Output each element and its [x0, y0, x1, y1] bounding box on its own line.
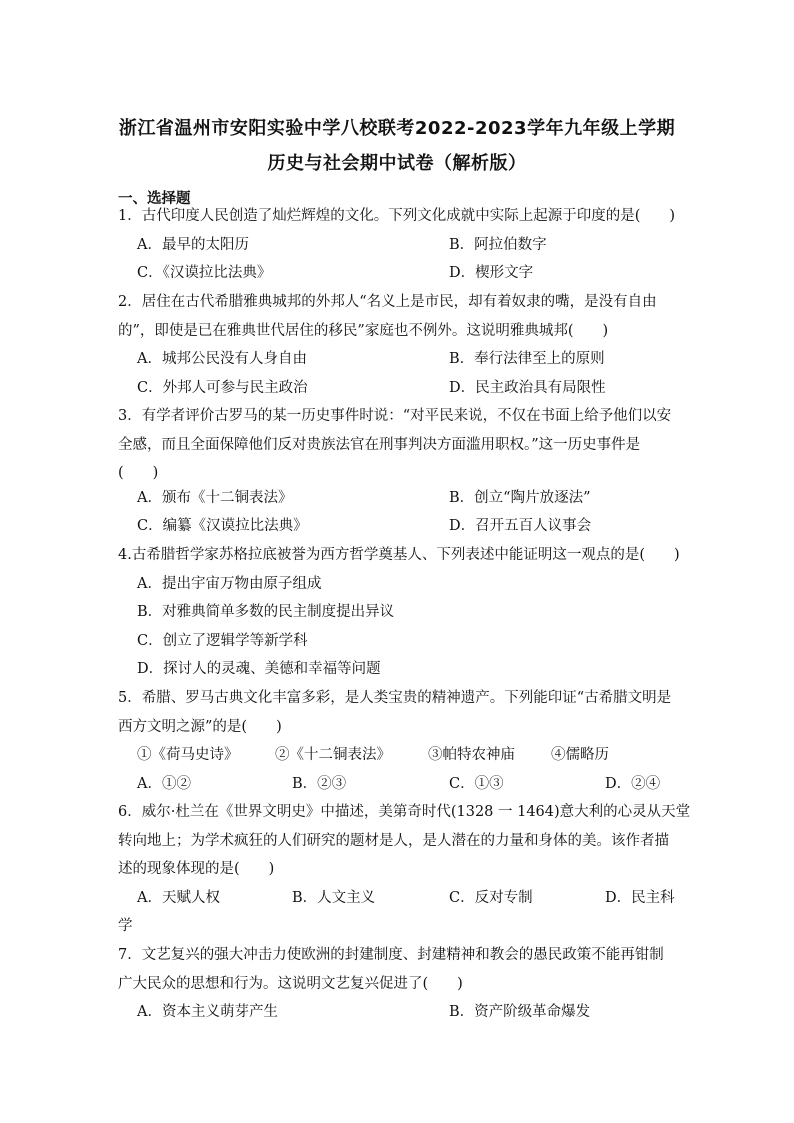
section-heading: 一、选择题	[118, 191, 191, 207]
question-1-option-b: B．阿拉伯数字	[449, 237, 547, 253]
question-3-option-b: B．创立“陶片放逐法”	[449, 490, 591, 506]
question-4-option-c: C．创立了逻辑学等新学科	[137, 633, 308, 649]
question-7-stem-line-2: 广大民众的思想和行为。这说明文艺复兴促进了( )	[118, 976, 463, 992]
question-1-option-d: D．楔形文字	[449, 265, 534, 281]
question-6-option-b: B．人文主义	[292, 890, 376, 906]
question-6-option-d-wrap: 学	[118, 918, 133, 934]
question-6-stem-line-1: 6．威尔·杜兰在《世界文明史》中描述，美第奇时代(1328 一 1464)意大利的心灵从天堂	[118, 804, 691, 820]
question-6-option-a: A．天赋人权	[137, 890, 220, 906]
question-1-option-a: A．最早的太阳历	[137, 237, 249, 253]
question-4-stem: 4.古希腊哲学家苏格拉底被誉为西方哲学奠基人、下列表述中能证明这一观点的是( )	[118, 547, 680, 563]
question-5-option-b: B．②③	[292, 776, 347, 792]
question-5-stem-line-2: 西方文明之源”的是( )	[118, 719, 282, 735]
question-4-option-b: B．对雅典简单多数的民主制度提出异议	[137, 604, 395, 620]
question-5-item-1: ①《荷马史诗》	[137, 747, 239, 763]
question-5-stem-line-1: 5．希腊、罗马古典文化丰富多彩，是人类宝贵的精神遗产。下列能印证“古希腊文明是	[118, 690, 672, 706]
question-4-option-a: A．提出宇宙万物由原子组成	[137, 576, 322, 592]
question-6-stem-line-3: 述的现象体现的是( )	[118, 861, 275, 877]
question-5-item-3: ③帕特农神庙	[428, 747, 515, 763]
question-6-stem-line-2: 转向地上；为学术疯狂的人们研究的题材是人，是人潜在的力量和身体的美。该作者描	[118, 833, 669, 849]
question-1-option-c: C．《汉谟拉比法典》	[137, 265, 272, 281]
question-5-option-c: C．①③	[449, 776, 504, 792]
question-3-option-d: D．召开五百人议事会	[449, 518, 592, 534]
question-1-stem: 1．古代印度人民创造了灿烂辉煌的文化。下列文化成就中实际上起源于印度的是( )	[118, 208, 676, 224]
question-2-option-a: A．城邦公民没有人身自由	[137, 351, 307, 367]
question-6-option-d: D．民主科	[605, 890, 675, 906]
question-5-option-a: A．①②	[137, 776, 191, 792]
question-3-option-a: A．颁布《十二铜表法》	[137, 490, 293, 506]
question-6-option-c: C．反对专制	[449, 890, 533, 906]
question-2-stem-line-1: 2．居住在古代希腊雅典城邦的外邦人“名义上是市民，却有着奴隶的嘴，是没有自由	[118, 294, 657, 310]
question-3-option-c: C．编纂《汉谟拉比法典》	[137, 518, 308, 534]
question-4-option-d: D．探讨人的灵魂、美德和幸福等问题	[137, 661, 381, 677]
question-2-option-b: B．奉行法律至上的原则	[449, 351, 605, 367]
question-7-option-b: B．资产阶级革命爆发	[449, 1004, 591, 1020]
question-7-option-a: A．资本主义萌芽产生	[137, 1004, 278, 1020]
question-2-stem-line-2: 的”，即使是已在雅典世代居住的移民”家庭也不例外。这说明雅典城邦( )	[118, 323, 609, 339]
question-3-stem-line-2: 全感，而且全面保障他们反对贵族法官在刑事判决方面滥用职权。”这一历史事件是	[118, 437, 641, 453]
question-5-item-4: ④儒略历	[551, 747, 609, 763]
question-2-option-d: D．民主政治具有局限性	[449, 380, 606, 396]
question-3-stem-line-1: 3．有学者评价古罗马的某一历史事件时说：“对平民来说，不仅在书面上给予他们以安	[118, 408, 672, 424]
exam-title-line-1: 浙江省温州市安阳实验中学八校联考2022-2023学年九年级上学期	[118, 118, 676, 139]
question-5-option-d: D．②④	[605, 776, 661, 792]
question-2-option-c: C．外邦人可参与民主政治	[137, 380, 308, 396]
question-3-stem-line-3: ( )	[118, 465, 159, 481]
exam-title-line-2: 历史与社会期中试卷（解析版）	[267, 153, 527, 174]
question-5-item-2: ②《十二铜表法》	[275, 747, 391, 763]
question-7-stem-line-1: 7．文艺复兴的强大冲击力使欧洲的封建制度、封建精神和教会的愚民政策不能再钳制	[118, 947, 664, 963]
